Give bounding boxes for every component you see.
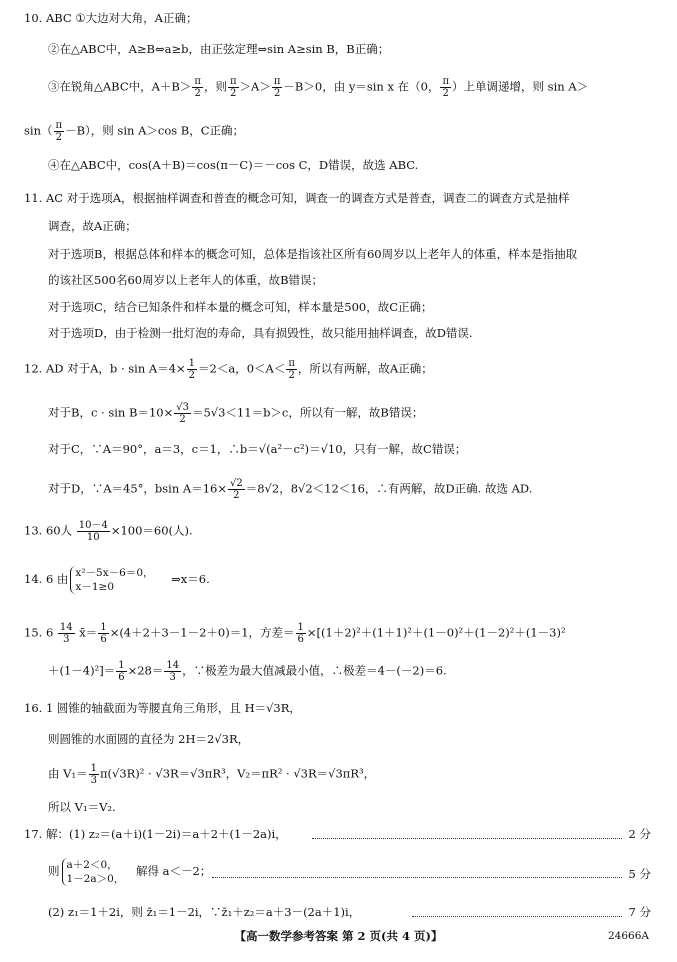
q16-line3: 由 V₁＝ $\frac{1}{3}$ π(√3R)² · √3R＝√3πR³，V₂＝πR² · √3R＝√3πR³， <box>48 763 376 786</box>
leader-dots <box>312 838 622 839</box>
fraction: $\frac{14}{3}$ <box>59 622 73 645</box>
fraction: $\frac{√3}{2}$ <box>176 402 189 425</box>
equation-system: a＋2＜0， 1－2a＞0， <box>62 858 125 886</box>
q11-line5: 对于选项C，结合已知条件和样本量的概念可知，样本量是500，故C正确； <box>48 300 433 314</box>
fraction: $\frac{\pi}{2}$ <box>229 76 237 99</box>
q17-line1: 17. 解：(1) z₂＝(a＋i)(1－2i)＝a＋2＋(1－2a)i， <box>24 827 287 841</box>
q16-line4: 所以 V₁＝V₂. <box>48 800 116 814</box>
fraction: $\frac{\pi}{2}$ <box>273 76 281 99</box>
fraction: $\frac{10-4}{10}$ <box>78 520 108 543</box>
q10-line2: ②在△ABC中，A≥B⇔a≥b，由正弦定理⇔sin A≥sin B，B正确； <box>48 42 390 56</box>
leader-dots <box>212 877 622 878</box>
fraction: $\frac{1}{6}$ <box>118 660 125 683</box>
q16-line2: 则圆锥的水面圆的直径为 2H＝2√3R， <box>48 732 250 746</box>
q10-line3: ③在锐角△ABC中，A＋B＞ $\frac{\pi}{2}$ ，则 $\frac{\pi}{2}$ ＞A＞ $\frac{\pi}{2}$ －B＞0，由 y＝sin x 在（0， $\frac{\pi}{2}$ ）上单调递增，则 sin A＞ <box>48 76 589 99</box>
score-label: 2 分 <box>628 827 651 841</box>
score-label: 5 分 <box>628 867 651 881</box>
document-code: 24666A <box>608 930 649 942</box>
fraction: $\frac{1}{6}$ <box>297 622 304 645</box>
q12-line4: 对于D，∵A＝45°，bsin A＝16× $\frac{√2}{2}$ ＝8√2，8√2＜12＜16，∴有两解，故D正确. 故选 AD. <box>48 478 533 501</box>
q11-line2: 调查，故A正确； <box>48 219 137 233</box>
q15-line1: 15. 6 $\frac{14}{3}$ x̄＝ $\frac{1}{6}$ ×(4＋2＋3－1－2＋0)＝1，方差＝ $\frac{1}{6}$ ×[(1＋2)²＋(1＋1)²＋(1－0)²＋(1－2)²＋(1－3)² <box>24 622 566 645</box>
q13-line: 13. 60人 $\frac{10-4}{10}$ ×100＝60(人). <box>24 520 193 543</box>
fraction: $\frac{1}{3}$ <box>90 763 97 786</box>
q12-line2: 对于B，c · sin B＝10× $\frac{√3}{2}$ ＝5√3＜11＝b＞c，所以有一解，故B错误； <box>48 402 424 425</box>
fraction: $\frac{1}{6}$ <box>100 622 107 645</box>
equation-system: x²－5x－6＝0， x－1≥0 <box>70 566 153 594</box>
q12-line1: 12. AD 对于A，b · sin A＝4× $\frac{1}{2}$ ＝2＜a，0＜A＜ $\frac{\pi}{2}$ ，所以有两解，故A正确； <box>24 358 433 381</box>
fraction: $\frac{\pi}{2}$ <box>442 76 450 99</box>
q12-line3: 对于C，∵A＝90°，a＝3，c＝1，∴b＝√(a²－c²)＝√10，只有一解，故C错误； <box>48 442 467 456</box>
q10-line5: ④在△ABC中，cos(A＋B)＝cos(π－C)＝－cos C，D错误，故选 ABC. <box>48 158 419 172</box>
q15-line2: ＋(1－4)²]＝ $\frac{1}{6}$ ×28＝ $\frac{14}{3}$ ，∵极差为最大值减最小值，∴极差＝4－(－2)＝6. <box>48 660 447 683</box>
fraction: $\frac{√2}{2}$ <box>230 478 243 501</box>
q11-line6: 对于选项D，由于检测一批灯泡的寿命，具有损毁性，故只能用抽样调查，故D错误. <box>48 326 473 340</box>
fraction: $\frac{\pi}{2}$ <box>55 120 63 143</box>
page-footer: 【高一数学参考答案 第 2 页(共 4 页)】 <box>234 929 443 943</box>
score-label: 7 分 <box>628 905 651 919</box>
q10-line4: sin（ $\frac{\pi}{2}$ －B），则 sin A＞cos B，C正确； <box>24 120 245 143</box>
fraction: $\frac{\pi}{2}$ <box>194 76 201 99</box>
leader-dots <box>412 916 622 917</box>
q17-line2: 则 a＋2＜0， 1－2a＞0， 解得 a＜－2； <box>48 859 212 885</box>
q16-line1: 16. 1 圆锥的轴截面为等腰直角三角形，且 H＝√3R， <box>24 701 301 715</box>
fraction: $\frac{14}{3}$ <box>166 660 180 683</box>
q17-line3: (2) z₁＝1＋2i，则 z̄₁＝1－2i，∵z̄₁＋z₂＝a＋3－(2a＋1)i， <box>48 905 361 919</box>
fraction: $\frac{1}{2}$ <box>188 358 196 381</box>
q11-line3: 对于选项B，根据总体和样本的概念可知，总体是指该社区所有60周岁以上老年人的体重，样本是指抽取 <box>48 247 578 261</box>
q11-line4: 的该社区500名60周岁以上老年人的体重，故B错误； <box>48 273 324 287</box>
q14-line: 14. 6 由 x²－5x－6＝0， x－1≥0 ⇒x＝6. <box>24 567 210 593</box>
fraction: $\frac{\pi}{2}$ <box>288 358 295 381</box>
q10-line1: 10. ABC ①大边对大角，A正确； <box>24 11 198 25</box>
q11-line1: 11. AC 对于选项A，根据抽样调查和普查的概念可知，调查一的调查方式是普查，调查二的调查方式是抽样 <box>24 191 570 205</box>
